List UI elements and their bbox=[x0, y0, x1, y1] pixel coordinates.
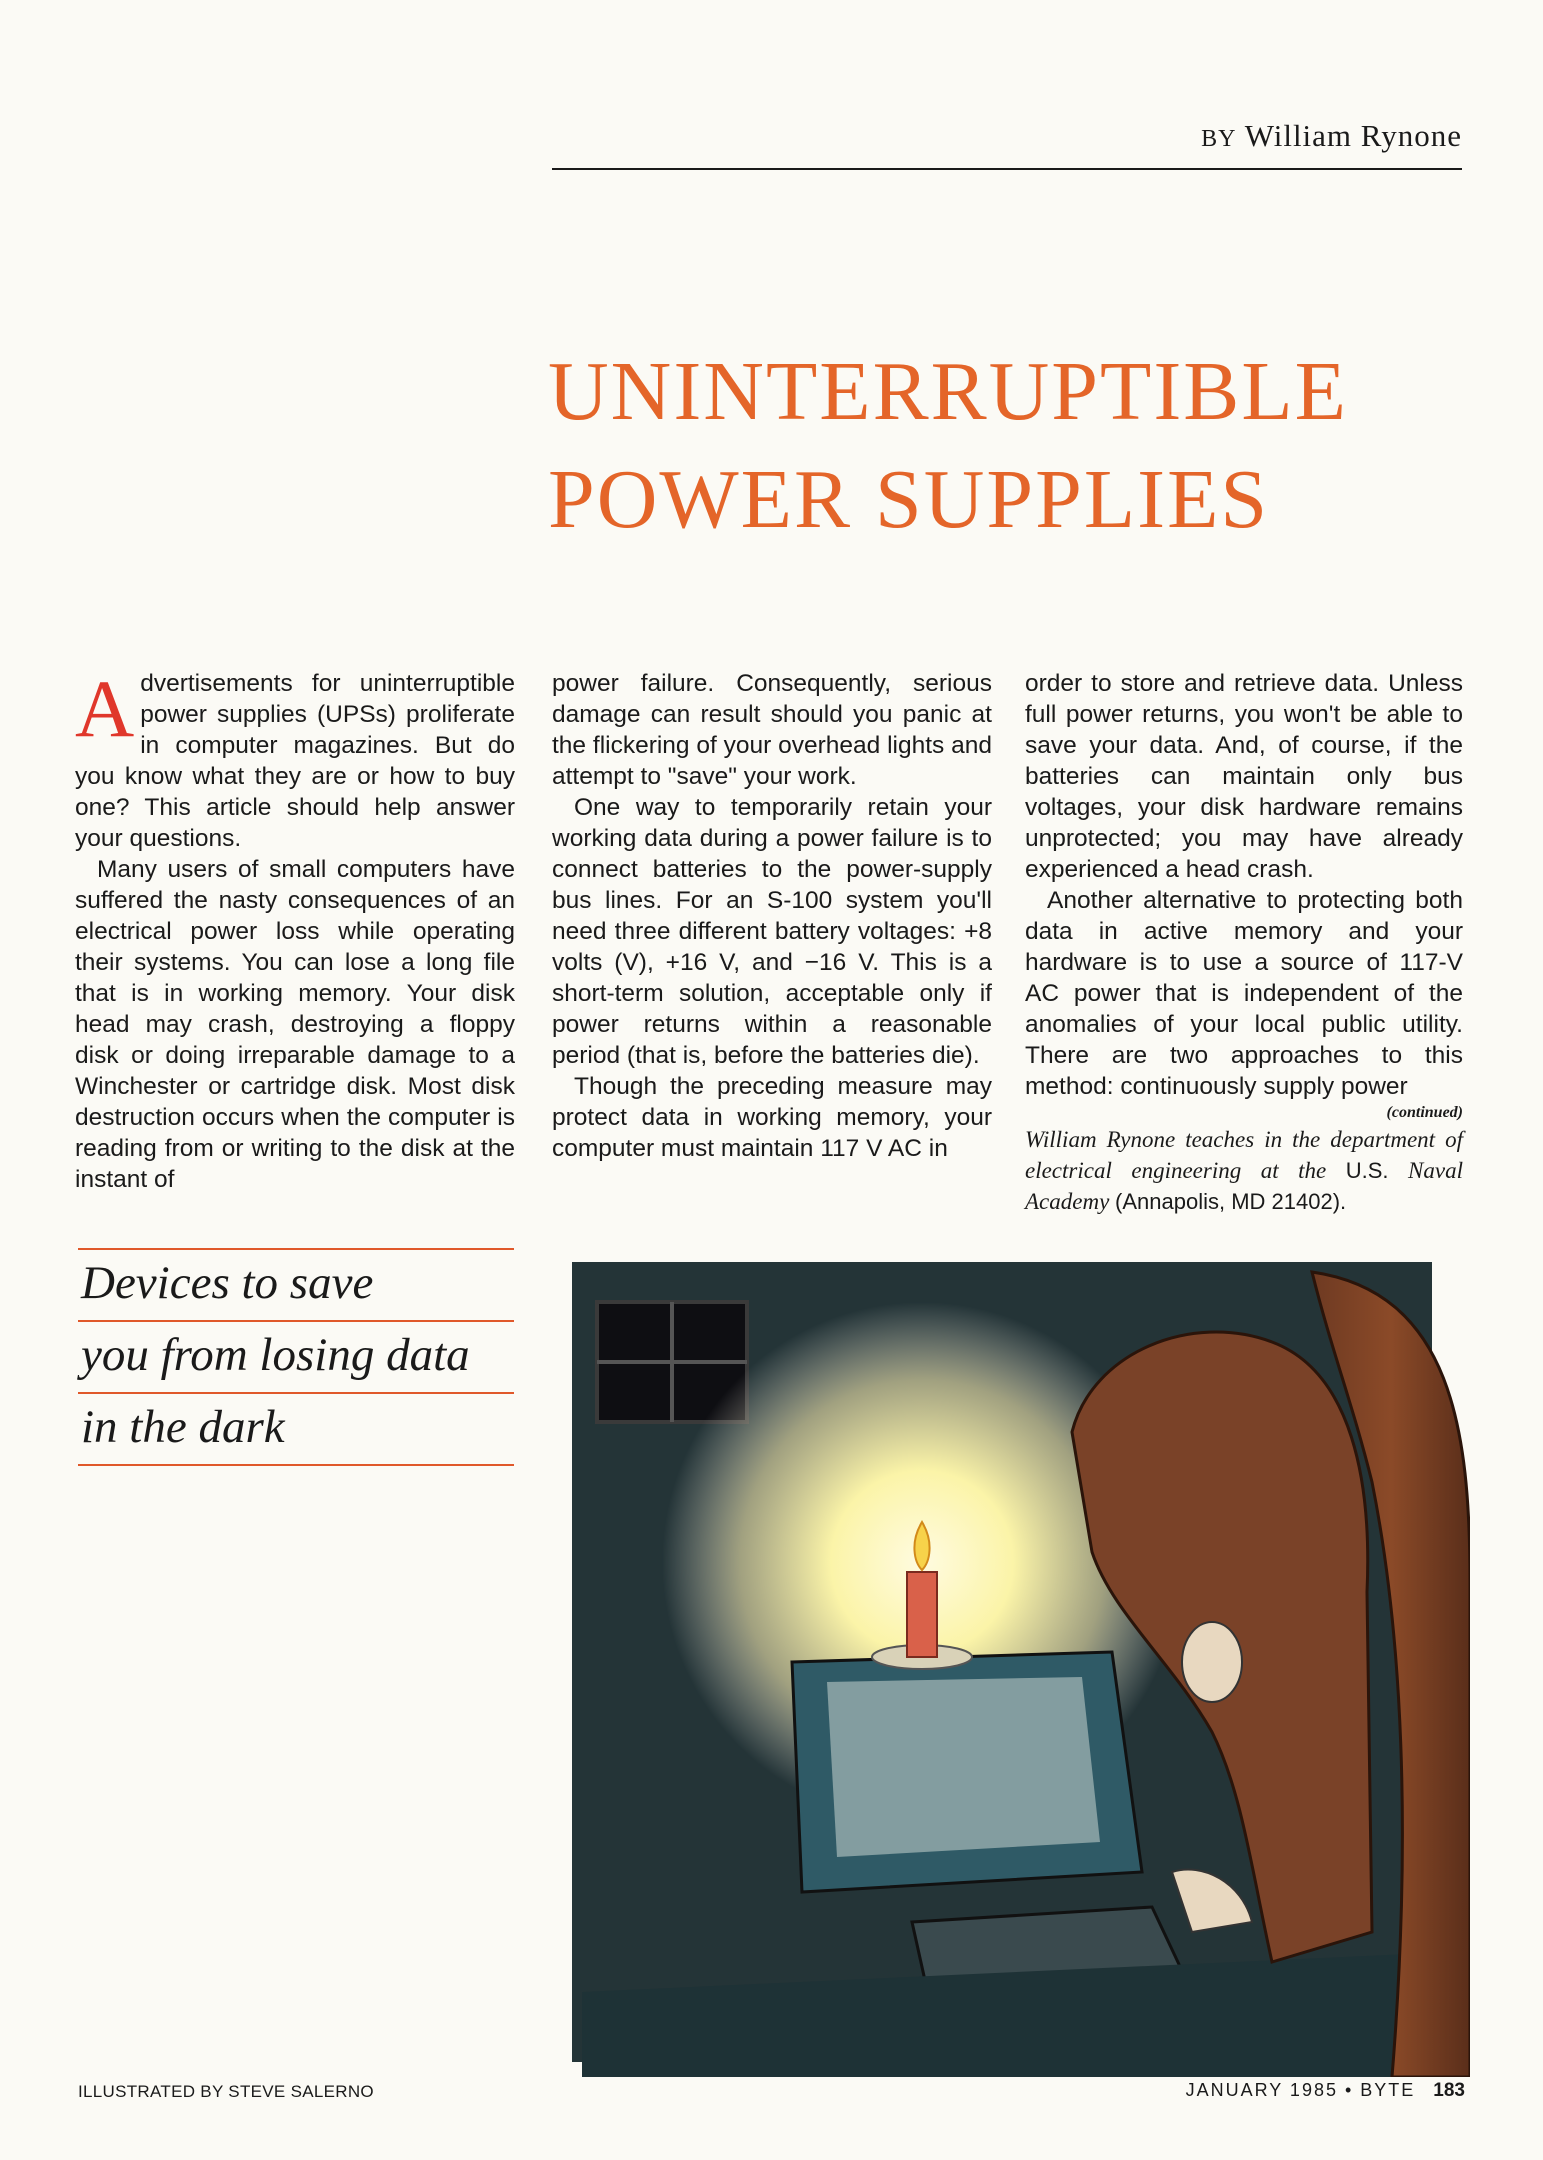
col3-para-2: Another alternative to protecting both data in active memory and your hardware is to use a source of 117-V AC power that is independent of the anomalies of your local public utility. There are two approaches to this method: continuously supply power bbox=[1025, 887, 1463, 1100]
col1-para-1-text: dvertisements for uninterruptible power supplies (UPSs) proliferate in computer magazines. But do you know what they are or how to buy one? This article should help answer your questions. bbox=[75, 670, 515, 852]
deck bbox=[78, 1248, 514, 1466]
author-bio bbox=[1025, 1124, 1463, 1217]
byline-rule bbox=[552, 168, 1462, 170]
title-line-1: UNINTERRUPTIBLE bbox=[548, 345, 1348, 438]
bio-part-c: Naval Academy bbox=[1025, 1158, 1463, 1214]
deck-line-2: you from losing data bbox=[78, 1320, 514, 1392]
col1-para-2: Many users of small computers have suffered the nasty consequences of an electrical power loss while operating their systems. You can lose a long file that is in working memory. Your disk head may crash, destroying a floppy disk or doing irreparable damage to a Winchester or cartridge disk. Most disk destruction occurs when the computer is reading from or writing to the disk at the instant of bbox=[75, 856, 515, 1193]
deck-line-3: in the dark bbox=[78, 1392, 514, 1464]
folio-date: JANUARY 1985 • BYTE bbox=[1185, 2080, 1416, 2100]
byline-author: William Rynone bbox=[1244, 118, 1462, 153]
illustration bbox=[552, 1232, 1470, 2077]
drop-cap: A bbox=[75, 663, 135, 754]
byline bbox=[552, 118, 1462, 168]
bio-part-d: (Annapolis, MD 21402). bbox=[1115, 1189, 1347, 1214]
computer-monitor bbox=[792, 1652, 1142, 1892]
page-folio bbox=[1186, 2080, 1465, 2102]
column-1 bbox=[75, 663, 515, 1195]
bio-part-a: William Rynone teaches in the department of electrical engineering at the bbox=[1025, 1127, 1463, 1183]
col2-para-3: Though the preceding measure may protect data in working memory, your computer must maintain 117 V AC in bbox=[552, 1073, 992, 1162]
column-3 bbox=[1025, 668, 1463, 1217]
col1-para-1 bbox=[75, 663, 515, 854]
page-number: 183 bbox=[1433, 2080, 1465, 2101]
title-line-2: POWER SUPPLIES bbox=[548, 453, 1270, 546]
bio-part-b: U.S. bbox=[1345, 1158, 1389, 1183]
col3-para-1: order to store and retrieve data. Unless full power returns, you won't be able to save your data. And, of course, if the batteries can maintain only bus voltages, your disk hardware remains unprotected; you may have already experienced a head crash. bbox=[1025, 670, 1463, 883]
byline-prefix: BY bbox=[1201, 126, 1237, 152]
col2-para-2: One way to temporarily retain your working data during a power failure is to connect batteries to the power-supply bus lines. For an S-100 system you'll need three different battery voltages: +8 volts (V), +16 V, and −16 V. This is a short-term solution, acceptable only if power returns within a reasonable period (that is, before the batteries die). bbox=[552, 794, 992, 1069]
column-2 bbox=[552, 668, 992, 1164]
col2-para-1: power failure. Consequently, serious damage can result should you panic at the flickering of your overhead lights and attempt to "save" your work. bbox=[552, 670, 992, 790]
deck-bottom-rule bbox=[78, 1464, 514, 1466]
deck-line-1: Devices to save bbox=[78, 1248, 514, 1320]
article-title bbox=[548, 338, 1498, 554]
continued-label: (continued) bbox=[1386, 1104, 1463, 1121]
illustration-credit: ILLUSTRATED BY STEVE SALERNO bbox=[78, 2082, 374, 2101]
